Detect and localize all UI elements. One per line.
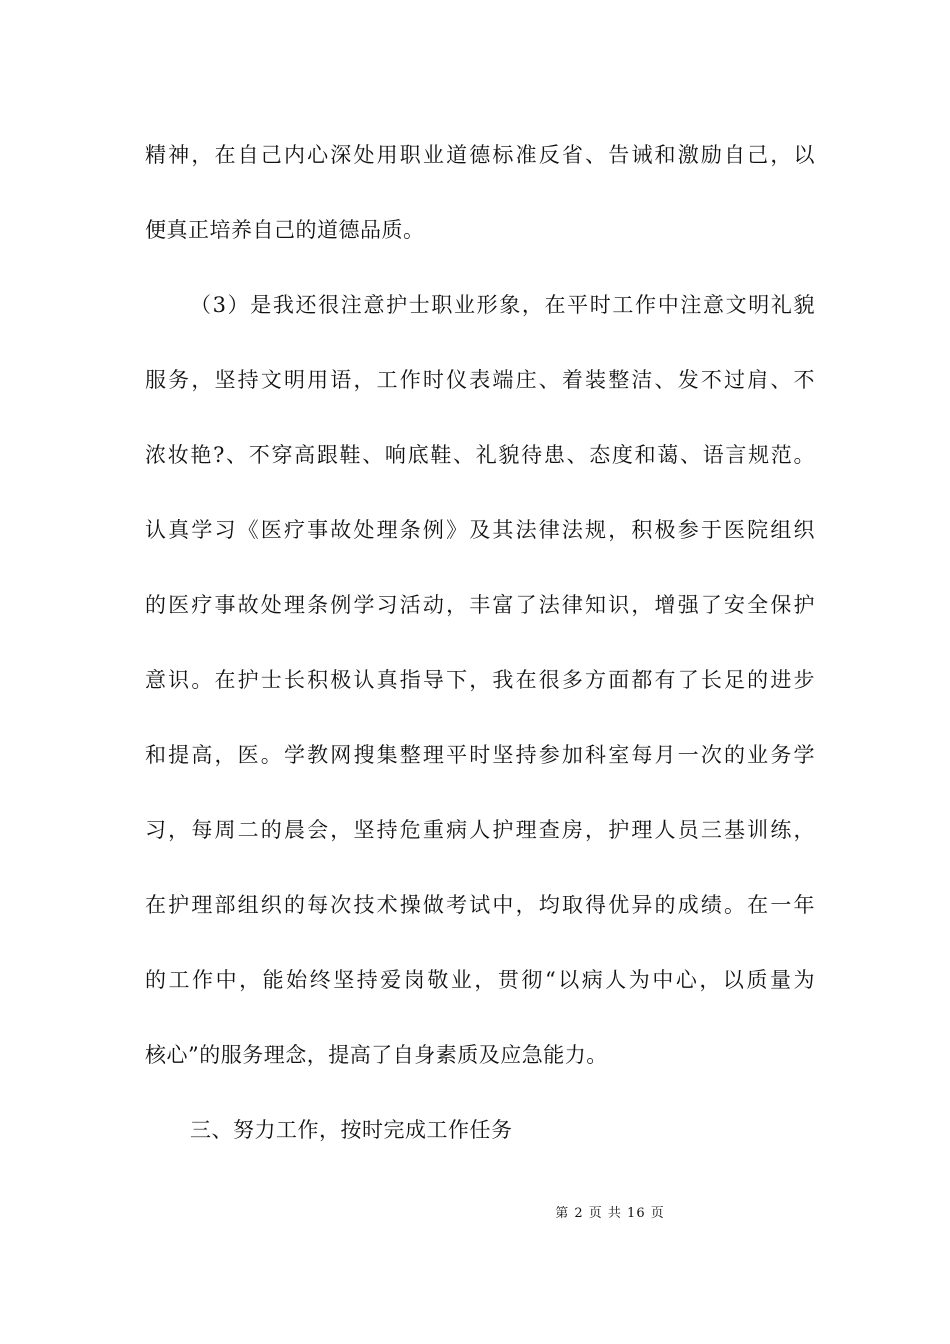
text-line-6: 认真学习《医疗事故处理条例》及其法律法规，积极参于医院组织 [145,518,815,542]
text-line-10: 习，每周二的晨会，坚持危重病人护理查房，护理人员三基训练， [145,818,815,842]
text-line-12: 的工作中，能始终坚持爱岗敬业，贯彻“以病人为中心，以质量为 [145,968,815,992]
text-line-3: （3）是我还很注意护士职业形象，在平时工作中注意文明礼貌 [190,293,815,317]
text-line-8: 意识。在护士长积极认真指导下，我在很多方面都有了长足的进步 [145,668,815,692]
text-line-2: 便真正培养自己的道德品质。 [145,218,425,242]
text-line-1: 精神，在自己内心深处用职业道德标准反省、告诫和激励自己，以 [145,143,815,167]
text-line-11: 在护理部组织的每次技术操做考试中，均取得优异的成绩。在一年 [145,893,815,917]
text-line-13: 核心”的服务理念，提高了自身素质及应急能力。 [145,1043,608,1067]
page-number-footer: 第 2 页 共 16 页 [555,1206,665,1221]
text-line-9: 和提高，医。学教网搜集整理平时坚持参加科室每月一次的业务学 [145,743,815,767]
text-line-7: 的医疗事故处理条例学习活动，丰富了法律知识，增强了安全保护 [145,593,815,617]
text-line-4: 服务，坚持文明用语，工作时仪表端庄、着装整洁、发不过肩、不 [145,368,815,392]
section-heading: 三、努力工作，按时完成工作任务 [190,1118,513,1142]
text-line-5: 浓妆艳?、不穿高跟鞋、响底鞋、礼貌待患、态度和蔼、语言规范。 [145,443,815,467]
